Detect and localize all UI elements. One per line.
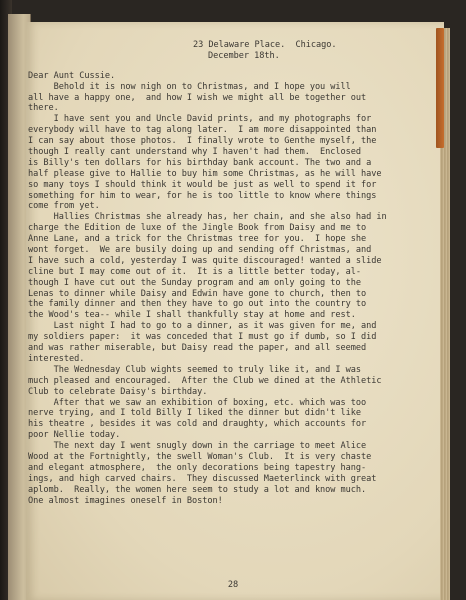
letter-line: Hallies Christmas she already has, her chain, and she also had in [28, 212, 387, 223]
letter-greeting: Dear Aunt Cussie. [28, 70, 116, 81]
letter-line: and elegant atmosphere, the only decorations being tapestry hang- [28, 462, 367, 473]
letter-line: everybody will have to tag along later. I am more disappointed than [28, 125, 377, 136]
letter-line: I can say about those photos. I finally wrote to Genthe myself, the [28, 136, 377, 147]
letter-line: aplomb. Really, the women here seem to study a lot and know much. [28, 484, 367, 495]
letter-line: is Billy's ten dollars for his birthday bank account. The two and a [28, 157, 372, 168]
letter-line: his theatre , besides it was cold and draughty, which accounts for [28, 419, 367, 430]
letter-line: Behold it is now nigh on to Christmas, and I hope you will [28, 81, 351, 92]
letter-line: something for him to wear, for he is too little to know where things [28, 190, 377, 201]
letter-line: poor Nellie today. [28, 430, 121, 441]
letter-line: though I really cant understand why I haven't had them. Enclosed [28, 147, 362, 158]
letter-line: and was rather miserable, but Daisy read the paper, and all seemed [28, 343, 367, 354]
letter-line: Club to celebrate Daisy's birthday. [28, 386, 208, 397]
letter-line: wont forget. We are busily doing up and sending off Christmas, and [28, 245, 372, 256]
letter-line: Wood at the Fortnightly, the swell Woman's Club. It is very chaste [28, 451, 372, 462]
letter-date: December 18th. [208, 50, 280, 61]
letter-line: Lenas to dinner while Daisy and Edwin have gone to church, then to [28, 288, 367, 299]
letter-line: much pleased and encouraged. After the Club we dined at the Athletic [28, 375, 382, 386]
letter-line: come from yet. [28, 201, 100, 212]
letter-line: so many toys I should think it would be just as well to spend it for [28, 179, 377, 190]
letter-line: there. [28, 103, 59, 114]
letter-line: the Wood's tea-- while I shall thankfully stay at home and rest. [28, 310, 356, 321]
letter-line: charge the Edition de luxe of the Jingle Book from Daisy and me to [28, 223, 367, 234]
letter-line: I have such a cold, yesterday I was quite discouraged! wanted a slide [28, 255, 382, 266]
letter-line: all have a happy one, and how I wish we might all be together out [28, 92, 367, 103]
letter-line: One almost imagines oneself in Boston! [28, 495, 223, 506]
letter-line: my soldiers paper: it was conceded that I must go if dumb, so I did [28, 332, 377, 343]
letter-line: ings, and high carved chairs. They discussed Maeterlinck with great [28, 473, 377, 484]
page-number: 28 [227, 580, 239, 590]
typed-letter [28, 40, 438, 506]
letter-line: The next day I went snugly down in the carriage to meet Alice [28, 441, 367, 452]
letter-line: interested. [28, 353, 85, 364]
letter-address: 23 Delaware Place. Chicago. [193, 40, 337, 50]
letter-line: nerve trying, and I told Billy I liked the dinner but didn't like [28, 408, 362, 419]
letter-line: Last night I had to go to a dinner, as it was given for me, and [28, 321, 377, 332]
letter-line: half please give to Hallie to buy him some Christmas, as he will have [28, 168, 382, 179]
letter-line: though I have cut out the Sunday program and am only going to the [28, 277, 362, 288]
letter-line: Anne Lane, and a trick for the Christmas tree for you. I hope she [28, 234, 367, 245]
letter-body [28, 82, 438, 507]
letter-line: The Wednesday Club wights seemed to truly like it, and I was [28, 364, 362, 375]
letter-line: I have sent you and Uncle David prints, and my photographs for [28, 114, 372, 125]
letter-line: the family dinner and then they have to go out into the country to [28, 299, 367, 310]
letter-line: cline but I may come out of it. It is a little better today, al- [28, 266, 362, 277]
letter-line: After that we saw an exhibition of boxing, etc. which was too [28, 397, 367, 408]
